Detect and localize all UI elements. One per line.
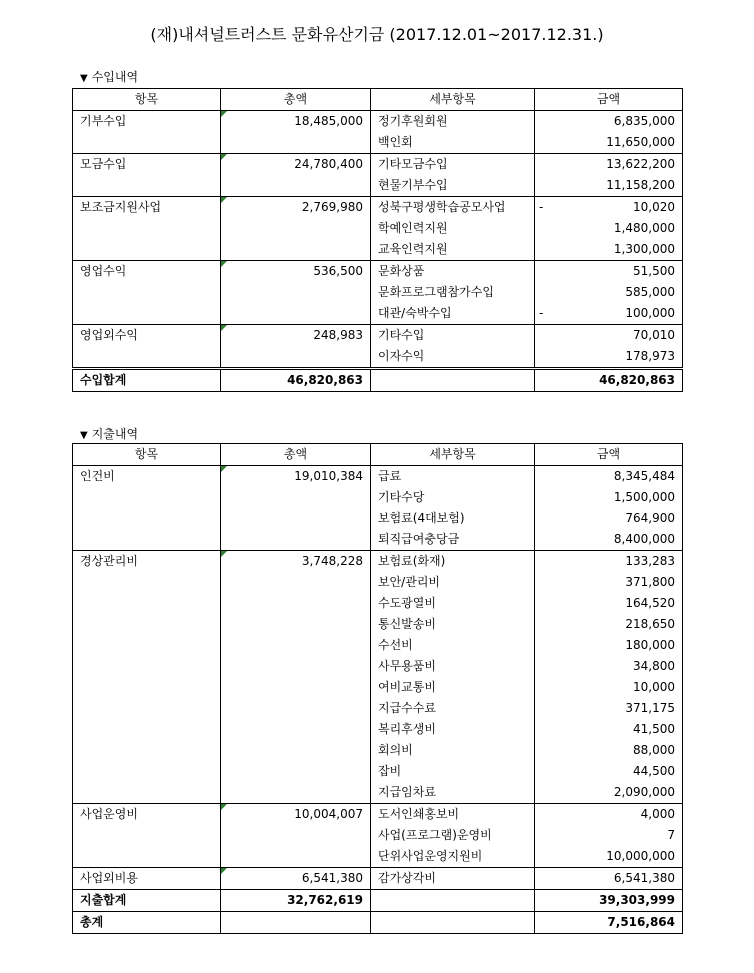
category-total-value: 24,780,400 (294, 157, 363, 171)
sub-item-amount (535, 175, 683, 197)
table-row (73, 677, 683, 698)
category-name: 경상관리비 (73, 551, 221, 573)
category-empty (73, 740, 221, 761)
sub-item-amount-value: 13,622,200 (606, 157, 675, 171)
sub-item-amount-value: 164,520 (625, 596, 675, 610)
sub-item-amount-value: 585,000 (625, 285, 675, 299)
income-header-row (73, 89, 683, 111)
sub-item-name: 지급수수료 (371, 698, 535, 719)
category-empty (73, 572, 221, 593)
sub-item-amount-value: 7 (667, 828, 675, 842)
income-section-label: ▼ 수입내역 (80, 70, 139, 84)
cell-marker-icon (221, 804, 227, 810)
table-row (73, 261, 683, 283)
table-row (73, 132, 683, 154)
sub-item-amount (535, 698, 683, 719)
sub-item-name: 성북구평생학습공모사업 (371, 197, 535, 219)
sub-item-amount (535, 825, 683, 846)
category-empty (73, 508, 221, 529)
summary-amount: 39,303,999 (535, 890, 683, 912)
sub-item-amount-value: 70,010 (633, 328, 675, 342)
category-name: 모금수입 (73, 154, 221, 176)
sub-item-amount (535, 261, 683, 283)
sub-item-amount-value: 133,283 (625, 554, 675, 568)
category-name: 사업외비용 (73, 868, 221, 890)
sub-item-name: 대관/숙박수입 (371, 303, 535, 325)
sub-item-amount-value: 11,650,000 (606, 135, 675, 149)
category-empty (73, 487, 221, 508)
sub-item-name: 기타모금수입 (371, 154, 535, 176)
sub-item-amount (535, 719, 683, 740)
category-total (221, 551, 371, 573)
sub-item-name: 단위사업운영지원비 (371, 846, 535, 868)
sub-item-amount (535, 282, 683, 303)
category-empty (73, 698, 221, 719)
sub-item-amount (535, 239, 683, 261)
category-total-empty (221, 740, 371, 761)
category-empty (73, 782, 221, 804)
category-total-empty (221, 508, 371, 529)
sub-item-amount (535, 804, 683, 826)
sub-item-name: 기타수당 (371, 487, 535, 508)
table-row (73, 868, 683, 890)
sub-item-amount (535, 111, 683, 133)
sub-item-amount (535, 466, 683, 488)
table-row (73, 303, 683, 325)
summary-label: 지출합계 (73, 890, 221, 912)
category-total-empty (221, 572, 371, 593)
category-total-empty (221, 614, 371, 635)
table-row (73, 782, 683, 804)
sub-item-amount-value: 6,541,380 (613, 871, 675, 885)
sub-item-name: 수도광열비 (371, 593, 535, 614)
sub-item-name: 도서인쇄홍보비 (371, 804, 535, 826)
sub-item-amount (535, 487, 683, 508)
sub-item-name: 잡비 (371, 761, 535, 782)
category-empty (73, 635, 221, 656)
summary-empty (371, 369, 535, 392)
table-row (73, 719, 683, 740)
sub-item-name: 백인회 (371, 132, 535, 154)
category-empty (73, 825, 221, 846)
table-row (73, 572, 683, 593)
sub-item-amount-value: 10,000,000 (606, 849, 675, 863)
sub-item-amount (535, 656, 683, 677)
category-total-empty (221, 346, 371, 369)
sub-item-amount-value: 6,835,000 (613, 114, 675, 128)
sub-item-name: 회의비 (371, 740, 535, 761)
dash-mark: - (539, 200, 544, 214)
table-row (73, 551, 683, 573)
category-total (221, 197, 371, 219)
category-name: 사업운영비 (73, 804, 221, 826)
category-total (221, 261, 371, 283)
cell-marker-icon (221, 111, 227, 117)
category-total-value: 18,485,000 (294, 114, 363, 128)
header-item: 항목 (73, 89, 221, 111)
sub-item-amount (535, 614, 683, 635)
category-total (221, 154, 371, 176)
category-name: 기부수입 (73, 111, 221, 133)
category-empty (73, 218, 221, 239)
sub-item-amount-value: 10,020 (633, 200, 675, 214)
category-empty (73, 529, 221, 551)
category-total-empty (221, 175, 371, 197)
cell-marker-icon (221, 154, 227, 160)
header-item: 항목 (73, 444, 221, 466)
category-empty (73, 846, 221, 868)
category-total-empty (221, 761, 371, 782)
table-row (73, 197, 683, 219)
cell-marker-icon (221, 466, 227, 472)
sub-item-name: 감가상각비 (371, 868, 535, 890)
table-row (73, 466, 683, 488)
category-total (221, 804, 371, 826)
dash-mark: - (539, 306, 544, 320)
table-row (73, 593, 683, 614)
sub-item-name: 급료 (371, 466, 535, 488)
cell-marker-icon (221, 325, 227, 331)
sub-item-amount (535, 846, 683, 868)
sub-item-amount (535, 635, 683, 656)
income-sum-row (73, 369, 683, 392)
category-empty (73, 282, 221, 303)
category-total-value: 2,769,980 (301, 200, 363, 214)
sub-item-amount (535, 303, 683, 325)
sub-item-amount-value: 4,000 (640, 807, 675, 821)
header-total: 총액 (221, 89, 371, 111)
income-table (72, 88, 683, 392)
category-empty (73, 677, 221, 698)
sub-item-amount-value: 1,300,000 (613, 242, 675, 256)
sub-item-name: 통신발송비 (371, 614, 535, 635)
table-row (73, 487, 683, 508)
sub-item-amount-value: 764,900 (625, 511, 675, 525)
header-amount: 금액 (535, 89, 683, 111)
category-empty (73, 761, 221, 782)
header-sub-item: 세부항목 (371, 89, 535, 111)
table-row (73, 111, 683, 133)
summary-total (221, 912, 371, 934)
sub-item-name: 퇴직급여충당금 (371, 529, 535, 551)
category-total-empty (221, 239, 371, 261)
table-row (73, 698, 683, 719)
table-row (73, 218, 683, 239)
category-total-value: 19,010,384 (294, 469, 363, 483)
table-row (73, 740, 683, 761)
table-row (73, 761, 683, 782)
sub-item-amount (535, 197, 683, 219)
sub-item-amount (535, 593, 683, 614)
sub-item-name: 현물기부수입 (371, 175, 535, 197)
category-total-empty (221, 782, 371, 804)
summary-total: 32,762,619 (221, 890, 371, 912)
category-total-empty (221, 593, 371, 614)
triangle-down-icon: ▼ (80, 73, 88, 84)
sub-item-name: 교육인력지원 (371, 239, 535, 261)
category-total-empty (221, 529, 371, 551)
sub-item-amount-value: 100,000 (625, 306, 675, 320)
category-total-empty (221, 825, 371, 846)
sub-item-name: 학예인력지원 (371, 218, 535, 239)
category-total-value: 536,500 (313, 264, 363, 278)
summary-amount: 7,516,864 (535, 912, 683, 934)
category-total-value: 3,748,228 (301, 554, 363, 568)
sub-item-amount (535, 346, 683, 369)
table-row (73, 635, 683, 656)
table-row (73, 529, 683, 551)
expense-section-label: ▼ 지출내역 (80, 427, 139, 441)
sub-item-amount-value: 1,480,000 (613, 221, 675, 235)
category-total (221, 868, 371, 890)
summary-empty (371, 890, 535, 912)
category-empty (73, 719, 221, 740)
category-total (221, 325, 371, 347)
category-total-empty (221, 698, 371, 719)
category-empty (73, 593, 221, 614)
sub-item-name: 사업(프로그램)운영비 (371, 825, 535, 846)
sub-item-amount-value: 11,158,200 (606, 178, 675, 192)
table-row (73, 614, 683, 635)
grand-total-row (73, 912, 683, 934)
sub-item-amount (535, 132, 683, 154)
sub-item-name: 사무용품비 (371, 656, 535, 677)
category-total-empty (221, 132, 371, 154)
sub-item-name: 보험료(4대보험) (371, 508, 535, 529)
sub-item-amount-value: 218,650 (625, 617, 675, 631)
cell-marker-icon (221, 868, 227, 874)
category-total-value: 6,541,380 (301, 871, 363, 885)
expense-table (72, 443, 683, 934)
cell-marker-icon (221, 551, 227, 557)
sub-item-amount-value: 1,500,000 (613, 490, 675, 504)
sub-item-amount-value: 371,175 (625, 701, 675, 715)
sub-item-amount-value: 180,000 (625, 638, 675, 652)
sub-item-amount-value: 8,345,484 (613, 469, 675, 483)
expense-header-row (73, 444, 683, 466)
table-row (73, 325, 683, 347)
sub-item-name: 정기후원회원 (371, 111, 535, 133)
table-row (73, 239, 683, 261)
sub-item-name: 복리후생비 (371, 719, 535, 740)
table-row (73, 175, 683, 197)
sub-item-amount (535, 761, 683, 782)
category-empty (73, 132, 221, 154)
category-name: 보조금지원사업 (73, 197, 221, 219)
sub-item-name: 문화프로그램참가수입 (371, 282, 535, 303)
summary-total: 46,820,863 (221, 369, 371, 392)
category-empty (73, 656, 221, 677)
table-row (73, 804, 683, 826)
category-empty (73, 239, 221, 261)
sub-item-amount-value: 371,800 (625, 575, 675, 589)
sub-item-amount-value: 34,800 (633, 659, 675, 673)
summary-label: 수입합계 (73, 369, 221, 392)
category-total-empty (221, 303, 371, 325)
table-row (73, 346, 683, 369)
summary-label: 총계 (73, 912, 221, 934)
sub-item-amount-value: 8,400,000 (613, 532, 675, 546)
category-total-empty (221, 846, 371, 868)
category-name: 영업수익 (73, 261, 221, 283)
header-sub-item: 세부항목 (371, 444, 535, 466)
sub-item-amount (535, 782, 683, 804)
sub-item-name: 보험료(화재) (371, 551, 535, 573)
category-empty (73, 346, 221, 369)
category-name: 영업외수익 (73, 325, 221, 347)
category-total-empty (221, 487, 371, 508)
sub-item-amount (535, 551, 683, 573)
sub-item-amount-value: 2,090,000 (613, 785, 675, 799)
table-row (73, 508, 683, 529)
sub-item-amount (535, 325, 683, 347)
header-amount: 금액 (535, 444, 683, 466)
summary-empty (371, 912, 535, 934)
sub-item-amount-value: 178,973 (625, 349, 675, 363)
sub-item-name: 수선비 (371, 635, 535, 656)
sub-item-name: 기타수입 (371, 325, 535, 347)
sub-item-name: 지급임차료 (371, 782, 535, 804)
category-total (221, 466, 371, 488)
category-total-value: 10,004,007 (294, 807, 363, 821)
summary-amount: 46,820,863 (535, 369, 683, 392)
category-total (221, 111, 371, 133)
sub-item-name: 여비교통비 (371, 677, 535, 698)
table-row (73, 825, 683, 846)
sub-item-amount-value: 51,500 (633, 264, 675, 278)
category-total-empty (221, 635, 371, 656)
category-empty (73, 303, 221, 325)
sub-item-name: 보안/관리비 (371, 572, 535, 593)
category-empty (73, 614, 221, 635)
sub-item-amount (535, 677, 683, 698)
page-title: (재)내셔널트러스트 문화유산기금 (2017.12.01~2017.12.31.) (150, 25, 604, 44)
sub-item-amount (535, 529, 683, 551)
sub-item-amount (535, 508, 683, 529)
category-total-empty (221, 656, 371, 677)
category-total-empty (221, 719, 371, 740)
category-total-empty (221, 218, 371, 239)
sub-item-amount-value: 10,000 (633, 680, 675, 694)
category-empty (73, 175, 221, 197)
category-total-empty (221, 677, 371, 698)
category-total-value: 248,983 (313, 328, 363, 342)
sub-item-amount-value: 88,000 (633, 743, 675, 757)
sub-item-amount (535, 740, 683, 761)
sub-item-name: 문화상품 (371, 261, 535, 283)
category-total-empty (221, 282, 371, 303)
sub-item-amount (535, 572, 683, 593)
sub-item-amount-value: 41,500 (633, 722, 675, 736)
expense-sum-row (73, 890, 683, 912)
triangle-down-icon: ▼ (80, 430, 88, 441)
table-row (73, 656, 683, 677)
table-row (73, 282, 683, 303)
header-total: 총액 (221, 444, 371, 466)
cell-marker-icon (221, 261, 227, 267)
sub-item-amount (535, 154, 683, 176)
cell-marker-icon (221, 197, 227, 203)
table-row (73, 154, 683, 176)
sub-item-amount (535, 218, 683, 239)
sub-item-amount (535, 868, 683, 890)
table-row (73, 846, 683, 868)
sub-item-name: 이자수익 (371, 346, 535, 369)
category-name: 인건비 (73, 466, 221, 488)
sub-item-amount-value: 44,500 (633, 764, 675, 778)
